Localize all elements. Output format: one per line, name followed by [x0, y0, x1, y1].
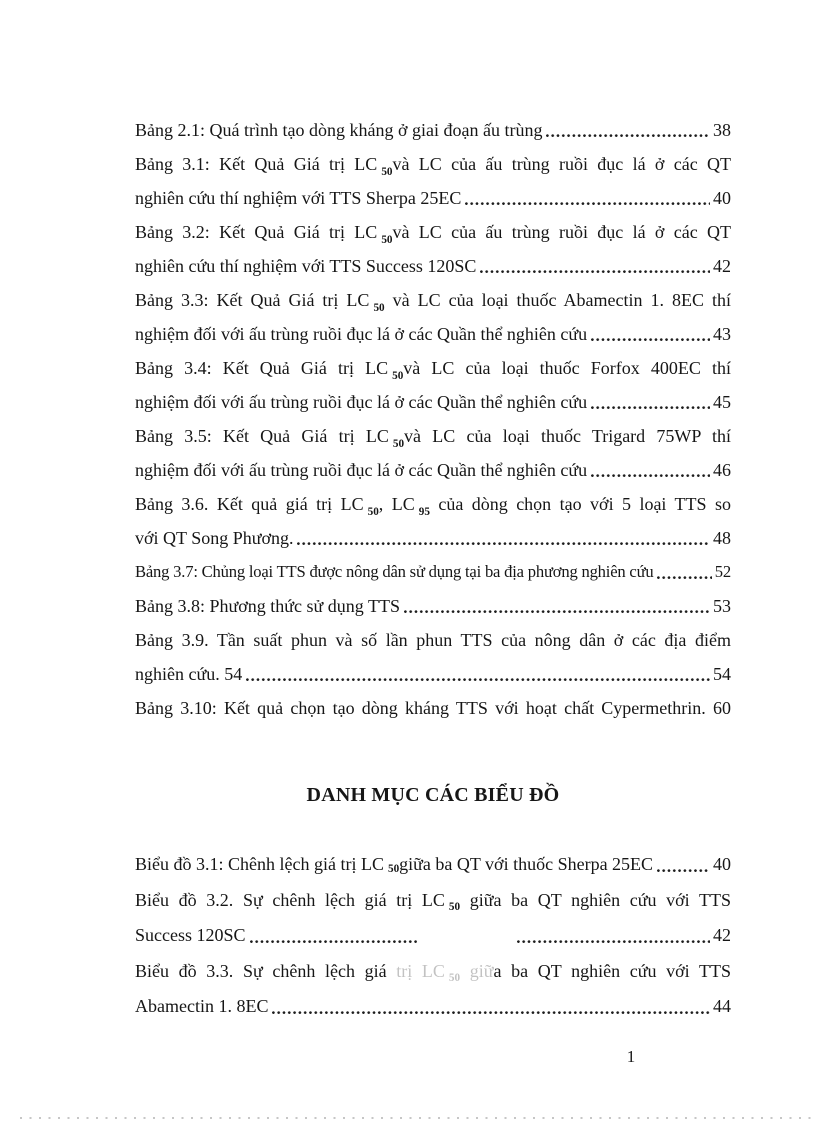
- toc-entry-line: [135, 147, 731, 181]
- toc-entry-line: [135, 283, 731, 317]
- entry-text: 48: [713, 528, 731, 548]
- entry-text: 54: [713, 664, 731, 684]
- toc-entry-line: [135, 419, 731, 453]
- entry-text: 52: [714, 562, 731, 581]
- dot-leader: [296, 521, 711, 555]
- subscript-text: 50: [448, 901, 461, 913]
- entry-text: Bảng 3.2: Kết Quả Giá trị LC: [135, 222, 378, 242]
- subscript-text: 50: [392, 369, 404, 382]
- dot-leader: [590, 317, 711, 351]
- entry-text: 38: [713, 120, 731, 140]
- entry-text: và LC của ấu trùng ruồi đục lá ở các QT: [392, 222, 731, 242]
- toc-entry-line: [135, 623, 731, 657]
- entry-text: 42: [713, 925, 731, 945]
- subscript-text: 50: [387, 862, 400, 875]
- subscript-text: 95: [418, 505, 430, 518]
- toc-entry-line: [135, 453, 731, 487]
- entry-text: Bảng 3.5: Kết Quả Giá trị LC: [135, 426, 389, 446]
- entry-text: 53: [713, 596, 731, 616]
- entry-text: nghiên cứu. 54: [135, 664, 243, 684]
- toc-entry-line: [135, 918, 731, 954]
- entry-text: Bảng 3.7: Chủng loại TTS được nông dân sử dụng tại ba địa phương nghiên cứu: [135, 562, 654, 581]
- entry-text: và LC của loại thuốc Trigard 75WP thí: [404, 426, 731, 446]
- entry-text: Bảng 3.10: Kết quả chọn tạo dòng kháng TTS với hoạt chất Cypermethrin. 60: [135, 698, 731, 718]
- subscript-text: 50: [373, 301, 385, 314]
- entry-text: trị LC: [396, 960, 445, 981]
- entry-text: 40: [713, 854, 731, 874]
- entry-text: Biểu đồ 3.2. Sự chênh lệch giá trị LC: [135, 889, 445, 910]
- toc-entry-line: [135, 249, 731, 283]
- toc-entry-line: [135, 589, 731, 623]
- entry-text: nghiên cứu thí nghiệm với TTS Sherpa 25EC: [135, 188, 462, 208]
- entry-text: và LC của ấu trùng ruồi đục lá ở các QT: [392, 154, 731, 174]
- entry-text: Bảng 3.9. Tần suất phun và số lần phun TTS của nông dân ở các địa điểm: [135, 630, 731, 650]
- dot-leader: [656, 555, 712, 589]
- page-content: [135, 113, 731, 1025]
- dot-leader: [656, 847, 711, 883]
- entry-text: của dòng chọn tạo với 5 loại TTS so: [429, 494, 731, 514]
- entry-text: Bảng 3.6. Kết quả giá trị LC: [135, 494, 364, 514]
- entry-text: 42: [713, 256, 731, 276]
- toc-entry-line: [135, 351, 731, 385]
- toc-entry-line: [135, 883, 731, 919]
- toc-entry-line: [135, 181, 731, 215]
- entry-text: nghiên cứu thí nghiệm với TTS Success 120SC: [135, 256, 477, 276]
- toc-entry-line: [135, 113, 731, 147]
- dot-leader: [271, 989, 711, 1025]
- entry-text: , LC: [378, 494, 415, 514]
- toc-entry-line: [135, 954, 731, 990]
- entry-text: nghiệm đối với ấu trùng ruồi đục lá ở các Quần thể nghiên cứu: [135, 460, 588, 480]
- entry-text: giữa ba QT với thuốc Sherpa 25EC: [399, 854, 654, 874]
- dot-leader: [249, 918, 418, 954]
- dot-leader: [464, 181, 711, 215]
- dot-leader: [403, 589, 711, 623]
- subscript-text: 50: [392, 437, 405, 450]
- page-break-dotted-line: [20, 1116, 816, 1119]
- page-number: 1: [626, 1047, 636, 1066]
- entry-text: và LC của loại thuốc Forfox 400EC thí: [403, 358, 731, 378]
- subscript-text: 50: [367, 505, 379, 518]
- dot-leader: [590, 385, 711, 419]
- entry-text: với QT Song Phương.: [135, 528, 294, 548]
- entry-text: và LC của loại thuốc Abamectin 1. 8EC thí: [384, 290, 731, 310]
- table-of-tables-list: [135, 113, 731, 725]
- toc-entry-line: [135, 385, 731, 419]
- leader-gap: [420, 918, 513, 954]
- entry-text: Abamectin 1. 8EC: [135, 996, 269, 1016]
- toc-entry-line: [135, 487, 731, 521]
- dot-leader: [590, 453, 711, 487]
- section-heading: DANH MỤC CÁC BIỂU ĐỒ: [306, 784, 560, 806]
- entry-text: Bảng 3.3: Kết Quả Giá trị LC: [135, 290, 370, 310]
- entry-text: Bảng 2.1: Quá trình tạo dòng kháng ở giai đoạn ấu trùng: [135, 120, 543, 140]
- entry-text: Bảng 3.8: Phương thức sử dụng TTS: [135, 596, 400, 616]
- toc-entry-line: [135, 317, 731, 351]
- toc-entry-line: [135, 989, 731, 1025]
- entry-text: 44: [713, 996, 731, 1016]
- entry-text: Success 120SC: [135, 925, 246, 945]
- entry-text: 45: [713, 392, 731, 412]
- entry-text: a ba QT nghiên cứu với TTS: [493, 960, 731, 981]
- toc-entry-line: [135, 215, 731, 249]
- subscript-text: 50: [448, 972, 461, 984]
- toc-entry-line: [135, 691, 731, 725]
- entry-text: 43: [713, 324, 731, 344]
- dot-leader: [245, 657, 711, 691]
- dot-leader: [479, 249, 711, 283]
- list-of-charts: [135, 847, 731, 1025]
- entry-text: nghiệm đối với ấu trùng ruồi đục lá ở các Quần thể nghiên cứu: [135, 392, 588, 412]
- entry-text: giữ: [460, 960, 494, 981]
- toc-entry-line: [135, 847, 731, 883]
- entry-text: 40: [713, 188, 731, 208]
- entry-text: giữa ba QT nghiên cứu với TTS: [460, 889, 731, 910]
- dot-leader: [516, 918, 711, 954]
- toc-entry-line: [135, 555, 731, 589]
- toc-entry-line: [135, 521, 731, 555]
- entry-text: Bảng 3.1: Kết Quả Giá trị LC: [135, 154, 378, 174]
- subscript-text: 50: [381, 165, 393, 178]
- entry-text: Bảng 3.4: Kết Quả Giá trị LC: [135, 358, 389, 378]
- entry-text: 46: [713, 460, 731, 480]
- toc-entry-line: [135, 657, 731, 691]
- entry-text: Biểu đồ 3.1: Chênh lệch giá trị LC: [135, 854, 384, 874]
- entry-text: Biểu đồ 3.3. Sự chênh lệch giá: [135, 960, 397, 981]
- entry-text: nghiệm đối với ấu trùng ruồi đục lá ở các Quần thể nghiên cứu: [135, 324, 588, 344]
- subscript-text: 50: [381, 233, 393, 246]
- dot-leader: [545, 113, 711, 147]
